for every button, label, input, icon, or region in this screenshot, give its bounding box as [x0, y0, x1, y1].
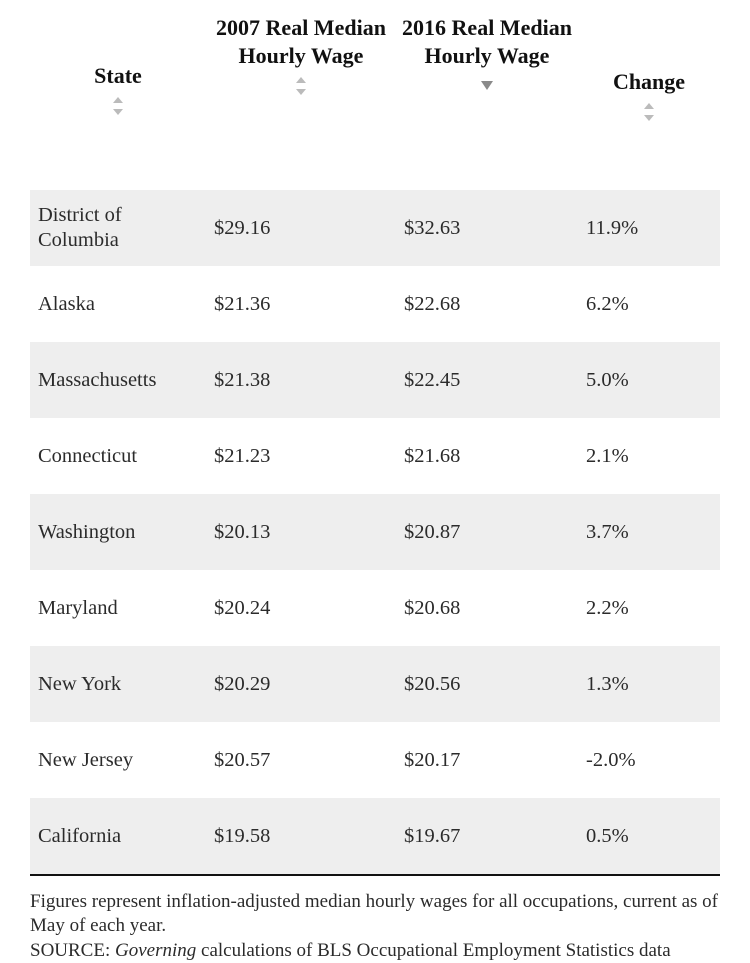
table-row — [30, 418, 720, 494]
sort-both-icon[interactable] — [293, 76, 309, 96]
column-header-wage-2007[interactable] — [206, 0, 396, 190]
cell-wage-2016: $20.56 — [396, 646, 578, 722]
cell-wage-2016: $32.63 — [396, 190, 578, 266]
column-header-state[interactable] — [30, 0, 206, 190]
cell-wage-2007: $20.24 — [206, 570, 396, 646]
cell-wage-2007: $21.23 — [206, 418, 396, 494]
column-header-wage-2007-label: 2007 Real Median Hourly Wage — [216, 15, 386, 69]
source-suffix: calculations of BLS Occupational Employment Statistics data — [196, 939, 671, 961]
column-header-change[interactable] — [578, 0, 720, 190]
cell-change: 1.3% — [578, 646, 720, 722]
wage-table — [30, 0, 720, 876]
cell-state: New Jersey — [30, 722, 206, 798]
table-row — [30, 342, 720, 418]
cell-state: New York — [30, 646, 206, 722]
table-header-row — [30, 0, 720, 190]
footnotes — [0, 876, 750, 963]
table-row — [30, 722, 720, 798]
column-header-wage-2016-label: 2016 Real Median Hourly Wage — [402, 15, 572, 69]
cell-state: District of Columbia — [30, 190, 206, 266]
cell-state: Connecticut — [30, 418, 206, 494]
cell-wage-2007: $20.57 — [206, 722, 396, 798]
cell-change: -2.0% — [578, 722, 720, 798]
sort-both-icon[interactable] — [641, 102, 657, 122]
cell-wage-2016: $20.17 — [396, 722, 578, 798]
cell-change: 11.9% — [578, 190, 720, 266]
sort-desc-icon[interactable] — [479, 76, 495, 96]
cell-change: 3.7% — [578, 494, 720, 570]
cell-change: 6.2% — [578, 266, 720, 342]
cell-wage-2007: $20.29 — [206, 646, 396, 722]
cell-wage-2007: $19.58 — [206, 798, 396, 875]
column-header-state-label: State — [94, 63, 142, 88]
cell-state: Massachusetts — [30, 342, 206, 418]
column-header-change-label: Change — [612, 69, 686, 94]
cell-state: California — [30, 798, 206, 875]
cell-change: 2.2% — [578, 570, 720, 646]
cell-wage-2007: $21.36 — [206, 266, 396, 342]
cell-wage-2016: $22.45 — [396, 342, 578, 418]
table-row — [30, 190, 720, 266]
table-row — [30, 266, 720, 342]
cell-wage-2016: $19.67 — [396, 798, 578, 875]
cell-wage-2016: $20.68 — [396, 570, 578, 646]
column-header-wage-2016[interactable] — [396, 0, 578, 190]
table-header — [30, 0, 720, 190]
cell-wage-2016: $20.87 — [396, 494, 578, 570]
cell-wage-2016: $21.68 — [396, 418, 578, 494]
table-row — [30, 494, 720, 570]
cell-change: 0.5% — [578, 798, 720, 875]
cell-state: Washington — [30, 494, 206, 570]
cell-wage-2016: $22.68 — [396, 266, 578, 342]
cell-state: Alaska — [30, 266, 206, 342]
source-publication: Governing — [115, 939, 197, 961]
footnote-note: Figures represent inflation-adjusted median hourly wages for all occupations, current as of May of each year. — [30, 891, 719, 937]
table-row — [30, 646, 720, 722]
sort-both-icon[interactable] — [110, 96, 126, 116]
table-row — [30, 570, 720, 646]
cell-wage-2007: $21.38 — [206, 342, 396, 418]
cell-change: 5.0% — [578, 342, 720, 418]
cell-wage-2007: $29.16 — [206, 190, 396, 266]
cell-state: Maryland — [30, 570, 206, 646]
table-body — [30, 190, 720, 875]
table-row — [30, 798, 720, 875]
cell-change: 2.1% — [578, 418, 720, 494]
cell-wage-2007: $20.13 — [206, 494, 396, 570]
source-prefix: SOURCE: — [30, 939, 115, 961]
footnote-source — [30, 939, 720, 963]
